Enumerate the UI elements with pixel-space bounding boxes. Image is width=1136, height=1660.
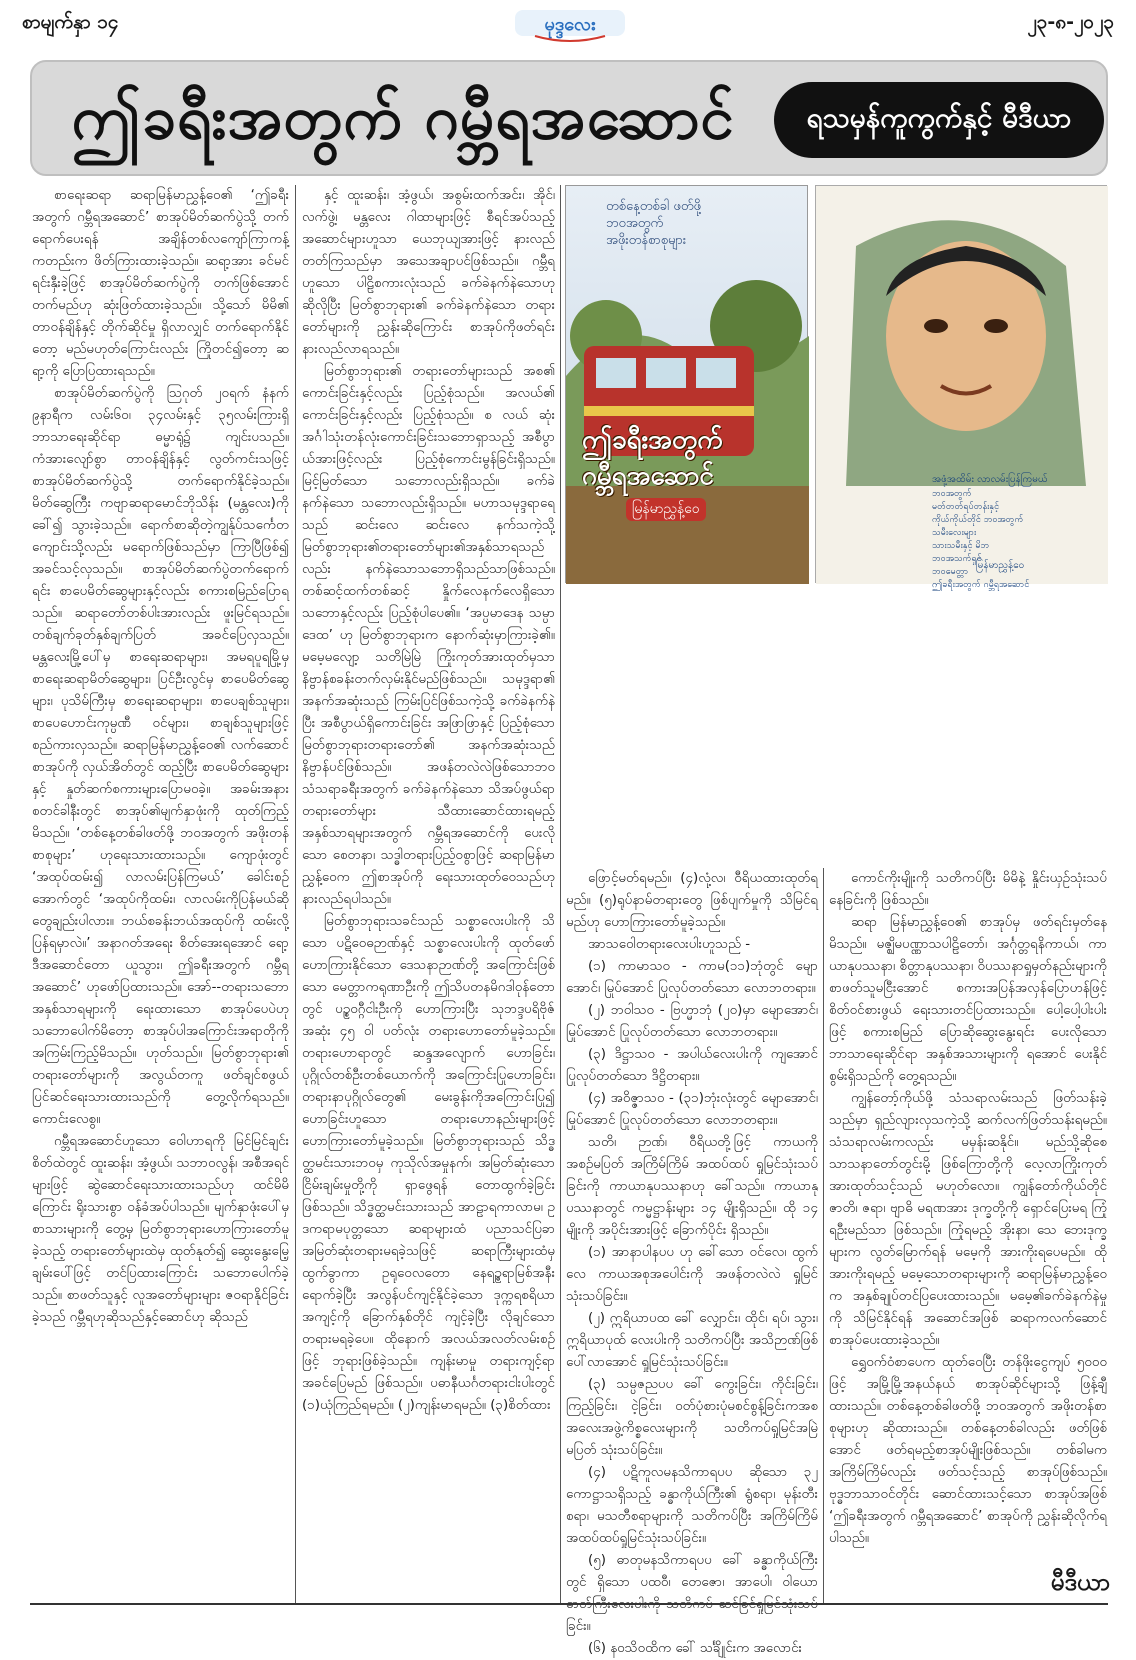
book-back-cover-image: [815, 185, 1107, 590]
paragraph: ဂမ္ဘီရအဆောင်ဟူသော ဝေါဟာရကို မြင်မြင်ချင်း စိတ်ထဲတွင် ထူးဆန်း၊ အံ့ဖွယ်၊ သဘာဝလွန်၊ အစီအရင်များဖြင့် ဆွဲဆောင်ရေးသားထားသည်ဟု ထင်မိမိကြောင်း ရိုးသားစွာ ဝန်ခံအပ်ပါသည်။ မျက်နှာဖုံးပေါ်မှစာသားများကို တွေ့မှ မြတ်စွာဘုရားဟောကြားတော်မူခဲ့သည့် တရားတော်များထဲမှ ထုတ်နုတ်၍ ဆွေးနွေးမြေ့ချမ်းပေါ်ဖြင့် တင်ပြထားကြောင်း သဘောပေါက်ခဲ့သည်။ စာဖတ်သူနှင့် လူအတော်များများ ဇဝရာနိုင်ခြင်းခဲ့သည် ဂမ္ဘီရဟုဆိုသည်နှင့်ဆောင်ဟု ဆိုသည်: [32, 1134, 289, 1325]
paragraph: (၂) ဘဝါသဝ - ဗြဟ္မာဘုံ (၂၀)မှာ မျောအောင်၊ မြုပ်အောင် ပြုလုပ်တတ်သော လောဘတရား။: [566, 1003, 818, 1040]
paragraph: ကောင်ကိုးမျိုးကို သတိကပ်ပြီး မိမိနဲ့ နှိုင်းယှဉ်သုံးသပ်နေခြင်းကို ဖြစ်သည်။: [829, 871, 1107, 908]
article-column-1: [32, 185, 289, 1603]
column-divider: [295, 185, 296, 1603]
article-column-3: [566, 868, 818, 1656]
page-header: [0, 0, 1136, 50]
paragraph: မြတ်စွာဘုရား၏ တရားတော်များသည် အစ၏ ကောင်းခြင်းနှင့်လည်း ပြည့်စုံသည်။ အလယ်၏ ကောင်းခြင်းနှင့်လည်း ပြည့်စုံသည်။ စ လယ် ဆုံး အင်္ဂါသုံးတန်လုံးကောင်းခြင်းသဘောရှာသည့် အစီပွာယ်အားဖြင့်လည်း ပြည့်စုံကောင်းမွန်ခြင်းရှိသည်။ မြင့်မြတ်သော သဘောလည်းရှိသည်။ ခက်ခဲနက်နဲသော သဘောလည်းရှိသည်။ မဟာသမုဒ္ဒရာရေသည် ဆင်းလေ ဆင်းလေ နက်သကဲ့သို့ မြတ်စွာဘုရား၏တရားတော်များ၏အနှစ်သာရသည်လည်း နက်နဲသောသဘောရှိသည်သာဖြစ်သည်။ တစ်ဆင့်ထက်တစ်ဆင့် နှိုက်လေနက်လေရှိသော သဘောနှင့်လည်း ပြည့်စုံပါပေ၏။ ‘အပ္ပမာဒေန သမ္ပာဒေထ’ ဟု မြတ်စွာဘုရားက နောက်ဆုံးမှာကြားခဲ့၏။ မမေ့မလျော့ သတိမြဲမြဲ ကြိုးကုတ်အားထုတ်မှသာ နိဗ္ဗာန်စခန်းတက်လှမ်းနိုင်မည်ဖြစ်သည်။ သမုဒ္ဒရာ၏ အနက်အဆုံးသည် ကြမ်းပြင်ဖြစ်သကဲ့သို့ ခက်ခဲနက်နဲပြီး အစီပွာယ်ရှိကောင်းခြင်း အဖြာဖြာနှင့် ပြည့်စုံသော မြတ်စွာဘုရားတရားတော်၏ အနက်အဆုံးသည် နိဗ္ဗာန်ပင်ဖြစ်သည်။ အဖန်တလဲလဲဖြစ်သောဘဝသံသရာခရီးအတွက် ခက်ခဲနက်နဲသော သိအပ်ဖွယ်ရာ တရားတော်များ သီထားဆောင်ထားရမည့် အနှစ်သာရများအတွက် ဂမ္ဘီရအဆောင်ကို ပေးလိုသော စေတနာ၊ သဒ္ဓါတရားပြည့်ဝစွာဖြင့် ဆရာမြန်မာညွှန့်ဝေက ဤစာအုပ်ကို ရေးသားထုတ်ဝေသည်ဟု နားလည်ရပါသည်။: [302, 364, 555, 907]
paragraph: သတိ၊ ဉာဏ်၊ ဝီရိယတို့ဖြင့် ကာယကို အစဉ်မပြတ် အကြိမ်ကြိမ် အထပ်ထပ် ရှုမြင်သုံးသပ်ခြင်းကို ကာယာနုပဿနာဟု ခေါ်သည်။ ကာယာနုပဿနာတွင် ကမ္မဋ္ဌာန်းများ ၁၄ မျိုးရှိသည်။ ထို ၁၄ မျိုးကို အပိုင်းအားဖြင့် ခြောက်ပိုင်း ရှိသည်။: [566, 1135, 818, 1238]
article-title: ဤခရီးအတွက် ဂမ္ဘီရအဆောင်: [72, 83, 735, 153]
paragraph: ဖြောင့်မတ်ရမည်။ (၄)လုံ့လ၊ ဝီရိယထားထုတ်ရမည်။ (၅)ရုပ်နာမ်တရားတွေ ဖြစ်ပျက်မှုကို သိမြင်ရမည်ဟု ဟောကြားတော်မူခဲ့သည်။: [566, 871, 818, 930]
back-cover-heading: အဖုံ့အထိမ်း လာလမ်းပြန်ကြမယ်: [932, 474, 1048, 485]
paragraph: (၁) ကာမာသဝ - ကာမ(၁၁)ဘုံတွင် မျောအောင်၊ မြုပ်အောင် ပြုလုပ်တတ်သော လောဘတရား။: [566, 959, 818, 996]
paragraph: ကျွန်တော့်ကိုယ်ဖို့ သံသရာလမ်းသည် ဖြတ်သန်းခဲ့သည်မှာ ရှည်လျားလှသကဲ့သို့ ဆက်လက်ဖြတ်သန်းရမည်။ သံသရာလမ်းကလည်း မမှန်းဆနိုင်။ မည်သို့ဆိုစေ သာသနာတော်တွင်းမို့ ဖြစ်ကြောတို့ကို လေ့လာကြိုးကုတ်အားထုတ်သင့်သည် မဟုတ်လော။ ကျွန်တော်ကိုယ်တိုင် ဇာတိ၊ ဇရာ၊ ဗျာဓိ မရဏအား ဒုက္ခတို့ကို ရှောင်ပြေးမရ ကြုံရဦးမည်သာ ဖြစ်သည်။ ကြုံရမည့် အိုးနာ၊ သေ ဘေးဒုက္ခများက လွတ်မြောက်ရန် မမေ့ကို အားကိုးရပေမည်။ ထိုအားကိုးရမည့် မမေ့သောတရားများကို ဆရာမြန်မာညွှန့်ဝေက အနှစ်ချုပ်တင်ပြပေးထားသည်။ မမေ့၏ခက်ခဲနက်နဲမှုကို သိမြင်နိုင်ရန် အဆောင်အဖြစ် ဆရာကလက်ဆောင်စာအုပ်ပေးထားခဲ့သည်။: [829, 1091, 1107, 1348]
paragraph: မြတ်စွာဘုရားသခင်သည် သစ္စာလေးပါးကို သိသော ပဋိဝေဓဉာဏ်နှင့် သစ္စာလေးပါးကို ထုတ်ဖော်ဟောကြားနိုင်သော ဒေသနာဉာဏ်တို့ အကြောင်းဖြစ်သော မေတ္တာကရုဏာဦးကို ဤသိပတနမိဂဒါဝုန်တောတွင် ပဥ္စဝဂ္ဂီငါးဦးကို ဟောကြားပြီး သုဘဒ္ဒပရိဗိုဇ်အဆုံး ၄၅ ဝါ ပတ်လုံး တရားဟောတော်မူခဲ့သည်။ တရားဟောရာတွင် ဆန္ဒအလျောက် ဟောခြင်း၊ ပုဂ္ဂိုလ်တစ်ဦးတစ်ယောက်ကို အကြောင်းပြုဟောခြင်း၊ တရားနာပုဂ္ဂိုလ်တွေ၏ မေးခွန်းကိုအကြောင်းပြု၍ ဟောခြင်းဟူသော တရားဟောနည်းများဖြင့် ဟောကြားတော်မူခဲ့သည်။ မြတ်စွာဘုရားသည် သိဒ္ဓတ္ထမင်းသားဘဝမှ ကုသိုလ်အမှုနက်၊ အမြတ်ဆုံးသော ငြိမ်းချမ်းမှုတို့ကို ရှာဖွေရန် တောထွက်ခဲ့ခြင်းဖြစ်သည်။ သိဒ္ဓတ္ထမင်းသားသည် အာဠာရကာလာမ၊ ဥဒကရာမပုတ္တသော ဆရာများထံ ပညာသင်ပြခာ အမြတ်ဆုံးတရားမရခဲ့သဖြင့် ဆရာကြီးများထံမှ ထွက်ခွာကာ ဥရုဝေလတော နေရဥ္စရာမြစ်အနီး ရောက်ခဲ့ပြီး အလွန်ပင်ကျင့်နိုင်ခဲ့သော ဒုက္ကရစရိယာအကျင့်ကို ခြောက်နှစ်တိုင် ကျင့်ခဲ့ပြီး လိုချင်သော တရားမရခဲ့ပေ။ ထိုနောက် အလယ်အလတ်လမ်းစဉ်ဖြင့် ဘုရားဖြစ်ခဲ့သည်။ ကျန်းမာမှု တရားကျင့်ရာ အခင်ပြေမည် ဖြစ်သည်။ ပဓာနီယင်္ဂတရားငါးပါးတွင် (၁)ယုံကြည်ရမည်။ (၂)ကျန်းမာရမည်။ (၃)စိတ်ထား: [302, 914, 555, 1413]
column-divider: [823, 868, 824, 1603]
paragraph: (၃) ဒိဋ္ဌာသဝ - အပါယ်လေးပါးကို ကျအောင် ပြုလုပ်တတ်သော ဒိဋ္ဌိတရား။: [566, 1047, 818, 1084]
book-cover-title: ဤခရီးအတွက် ဂမ္ဘီရအဆောင်: [582, 425, 723, 491]
book-cover-image: [565, 185, 808, 583]
paragraph: (၂) ဣရိယာပထ ခေါ် လျှောင်း၊ ထိုင်၊ ရပ်၊ သွား၊ ဣရိယာပုထ် လေးပါးကို သတိကပ်ပြီး အသိဉာဏ်ဖြစ်ပေါ်လာအောင် ရှုမြင်သုံးသပ်ခြင်း။: [566, 1311, 818, 1370]
article-column-2: [302, 185, 555, 1603]
article-column-4: [829, 868, 1107, 1603]
issue-date: ၂၃-၈-၂၀၂၃: [1027, 11, 1114, 33]
bottom-rule: [30, 1603, 1108, 1605]
paragraph: စာအုပ်မိတ်ဆက်ပွဲကို ဩဂုတ် ၂၀ရက် နံနက် ၉နာရီက လမ်း၆၀၊ ၃၄လမ်းနှင့် ၃၅လမ်းကြားရှိ ဘာသာရေးဆိုင်ရာ ဓမ္မာရုံ၌ ကျင်းပသည်။ ကံအားလျော်စွာ တာဝန်ချိန်နှင့် လွတ်ကင်းသဖြင့် စာအုပ်မိတ်ဆက်ပွဲသို့ တက်ရောက်နိုင်ခဲ့သည်။ မိတ်ဆွေကြီး ကဗျာဆရာမောင်ဘိုသိန်း (မန္တလေး)ကိုခေါ်၍ သွားခဲ့သည်။ ရောက်စာဆိုတဲ့ကျွန်ုပ်သင်္ကေတ ကျောင်းသို့လည်း မရောက်ဖြစ်သည်မှာ ကြာပြီဖြစ်၍ အခင်သင့်လှသည်။ စာအုပ်မိတ်ဆက်ပွဲတက်ရောက်ရင်း စာပေမိတ်ဆွေများနှင့်လည်း စကားစမြည်ပြောရသည်။ ဆရာတော်တစ်ပါးအားလည်း ဖူးမြင်ရသည်။ တစ်ချက်ခုတ်နှစ်ချက်ပြတ် အခင်ပြေလှသည်။ မန္တလေးမြို့ပေါ်မှ စာရေးဆရာများ၊ အမရပူရမြို့မှ စာရေးဆရာမိတ်ဆွေများ၊ ပြင်ဦးလွင်မှ စာပေမိတ်ဆွေများ၊ ပုသိမ်ကြီးမှ စာရေးဆရာများ၊ စာပေချစ်သူများ၊ စာပေဟောင်းကုမ္ပဏီ ဝင်များ၊ စာချစ်သူများဖြင့် စည်ကားလှသည်။ ဆရာမြန်မာညွှန့်ဝေ၏ လက်ဆောင်စာအုပ်ကို လှယ်အိတ်တွင် ထည့်ပြီး စာပေမိတ်ဆွေများနှင့် နှုတ်ဆက်စကားများပြောမဝခဲ့။ အခမ်းအနား စတင်ခါနီးတွင် စာအုပ်၏မျက်နှာဖုံးကို ထုတ်ကြည့်မိသည်။ ‘တစ်နေ့တစ်ခါဖတ်ဖို့ ဘဝအတွက် အဖိုးတန်စာစုများ’ ဟုရေးသားထားသည်။ ကျောဖုံးတွင် ‘အထုပ်ထမ်း၍ လာလမ်းပြန်ကြမယ်’ ခေါင်းစဉ်အောက်တွင် ‘အထုပ်ကိုထမ်း၊ လာလမ်းကိုပြန်မယ်ဆိုတွေချည်းပါလား။ ဘယ်စခန်းဘယ်အထုပ်ကို ထမ်းလို့ပြန်ရမှာလဲ။’ အနာဂတ်အရေး စိတ်အေးရအောင် ရော့ ဒီအဆောင်တော ယူသွား၊ ဤခရီးအတွက် ဂမ္ဘီရအဆောင်’ ဟုဖော်ပြထားသည်။ အော်--တရားသဘောအနှစ်သာရများကို ရေးထားသော စာအုပ်ပေပဲဟု သဘောပေါက်မိတော့ စာအုပ်ပါအကြောင်းအရာတိုကို အကြမ်းကြည့်မိသည်။ ဟုတ်သည်။ မြတ်စွာဘုရား၏ တရားတော်များကို အလွယ်တကူ ဖတ်ချင်စဖွယ် ပြင်ဆင်ရေးသားထားသည်ကို တွေ့လိုက်ရသည်။ ကောင်းလေစွ။: [32, 386, 289, 1127]
paragraph: ဆရာ မြန်မာညွှန့်ဝေ၏ စာအုပ်မှ ဖတ်ရင်းမှတ်နေမိသည်။ မဇ္ဈိမပဏ္ဏာသပါဠိတော်၊ အင်္ဂုတ္တရနိကာယ်၊ ကာယာနုပဿနာ၊ စိတ္တာနုပဿနာ၊ ဝိပဿနာရှုမှတ်နည်းများကို စာဖတ်သူမငြီးအောင် စကားအပြန်အလှန်ပြောဟန်ဖြင့် စိတ်ဝင်စားဖွယ် ရေးသားတင်ပြထားသည်။ ပေါ့ပေါ့ပါးပါးဖြင့် စကားစမြည် ပြောဆိုဆွေးနွေးရင်း ပေးလိုသော ဘာသာရေးဆိုင်ရာ အနှစ်အသားများကို ရအောင် ပေးနိုင်စွမ်းရှိသည်ကို တွေ့ရသည်။: [829, 915, 1107, 1084]
newspaper-logo: [515, 6, 625, 42]
paragraph: စာရေးဆရာ ဆရာမြန်မာညွှန့်ဝေ၏ ‘ဤခရီးအတွက် ဂမ္ဘီရအဆောင်’ စာအုပ်မိတ်ဆက်ပွဲသို့ တက်ရောက်ပေးရန် အချိန်တစ်လကျော်ကြာကန့်ကတည်းက ဖိတ်ကြားထားခဲ့သည်။ ဆရာ့အား ခင်မင်ရင်းနှီးခဲ့ဖြင့် စာအုပ်မိတ်ဆက်ပွဲကို တက်ဖြစ်အောင် တက်မည်ဟု ဆုံးဖြတ်ထားခဲ့သည်။ သို့သော် မိမိ၏ တာဝန်ချိန်နှင့် တိုက်ဆိုင်မှု ရှိလာလျှင် တက်ရောက်နိုင်တော့ မည်မဟုတ်ကြောင်းလည်း ကြိုတင်၍တော့ ဆရာ့ကို ပြောပြထားရသည်။: [32, 188, 289, 379]
page-number: စာမျက်နှာ ၁၄: [22, 11, 119, 33]
book-cover-subtitle: တစ်နေ့တစ်ခါ ဖတ်ဖို့ ဘဝအတွက် အဖိုးတန်စာစုများ: [606, 199, 701, 248]
paragraph: (၄) အဝိဇ္ဇာသဝ - (၃၁)ဘုံးလုံးတွင် မျောအောင်၊ မြုပ်အောင် ပြုလုပ်တတ်သော လောဘတရား။: [566, 1091, 818, 1128]
paragraph: (၆) နဝသိဝထိက ခေါ် သင်္ချိုင်းက အလောင်း: [588, 1641, 802, 1656]
back-cover-contents: ဘဝအတွက် မတ်တတ်ရပ်တန်းနှင့် ကိုယ်ကိုယ်တိုင် ဘဝအတွက် သမီးလေးများ သားသမီးနှင့် မိဘ ဘဝအသက်ရှင် ဘဝမေတ္တာ ဤခရီးအတွက် ဂမ္ဘီရအဆောင်: [932, 489, 1030, 590]
logo-text: မုဒ္ဒလေး: [544, 14, 596, 35]
author-signature: မီဒီယာ: [1050, 1568, 1110, 1596]
paragraph: နှင့် ထူးဆန်း၊ အံ့ဖွယ်၊ အစွမ်းထက်အင်း၊ အိုင်၊ လက်ဖွဲ့၊ မန္တလေး ဂါထာများဖြင့် စီရင်အပ်သည့် အဆောင်များဟူသာ ယေဘုယျအားဖြင့် နားလည်တတ်ကြသည်မှာ အသေအချာပင်ဖြစ်သည်။ ဂမ္ဘီရဟူသော ပါဠိစကားလုံးသည် ခက်ခဲနက်နဲသောဟု ဆိုလိုပြီး မြတ်စွာဘုရား၏ ခက်ခဲနက်နဲသော တရားတော်များကို ညွှန်းဆိုကြောင်း စာအုပ်ကိုဖတ်ရင်း နားလည်လာရသည်။: [302, 188, 555, 357]
column-badge: ရသမှန်ကူကွက်နှင့် မီဒီယာ: [774, 82, 1104, 158]
paragraph: (၃) သမ္ပဇညပပ ခေါ် ကွေးခြင်း၊ ကိုင်းခြင်း၊ ကြည့်ခြင်း၊ ငဲ့ခြင်း၊ ဝတ်ပုံစားပုံမစင်စွန့်ခြင်းကအစ အလေးအဖွဲ့ကိစ္စလေးများကို သတိကပ်ရှုမြင်အမြဲမပြတ် သုံးသပ်ခြင်း။: [566, 1377, 818, 1458]
paragraph: (၅) ဓာတုမနသိကာရပပ ခေါ် ခန္ဓာကိုယ်ကြီးတွင် ရှိသော ပထဝီ၊ တေဇော၊ အာပေါ၊ ဝါယော ခြင်း။: [566, 1553, 818, 1634]
article-banner: [30, 60, 1108, 176]
column-divider: [560, 185, 561, 1603]
paragraph: အာသဝေါတရားလေးပါးဟူသည် -: [588, 937, 751, 952]
paragraph: (၄) ပဋိကူလမနသိကာရပပ ဆိုသော ၃၂ ကောဋ္ဌာသရှိသည့် ခန္ဓာကိုယ်ကြီး၏ ရွံစရာ၊ မုန်းတီးစရာ၊ မသတီစရာများကို သတိကပ်ပြီး အကြိမ်ကြိမ် အထပ်ထပ်ရှုမြင်သုံးသပ်ခြင်း။: [566, 1465, 818, 1546]
book-cover-author: မြန်မာညွှန့်ဝေ: [626, 498, 706, 521]
paragraph: ရွှေဝက်ဝံစာပေက ထုတ်ဝေပြီး တန်ဖိုးငွေကျပ် ၅၀၀၀ ဖြင့် အမြို့မြို့အနယ်နယ် စာအုပ်ဆိုင်များသို့ ဖြန့်ချီထားသည်။ တစ်နေ့တစ်ခါဖတ်ဖို့ ဘဝအတွက် အဖိုးတန်စာစုများဟု ဆိုထားသည်။ တစ်နေ့တစ်ခါလည်း ဖတ်ဖြစ်အောင် ဖတ်ရမည့်စာအုပ်မျိုးဖြစ်သည်။ တစ်ခါမက အကြိမ်ကြိမ်လည်း ဖတ်သင့်သည့် စာအုပ်ဖြစ်သည်။ ဗုဒ္ဓဘာသာဝင်တိုင်း ဆောင်ထားသင့်သော စာအုပ်အဖြစ် ‘ဤခရီးအတွက် ဂမ္ဘီရအဆောင်’ စာအုပ်ကို ညွှန်းဆိုလိုက်ရပါသည်။: [829, 1355, 1107, 1546]
back-cover-author: မြန်မာညွှန့်ဝေ: [976, 560, 1025, 571]
paragraph: (၁) အာနာပါနပပ ဟု ခေါ်သော ဝင်လေ၊ ထွက်လေ ကာယအစုအပေါင်းကို အဖန်တလဲလဲ ရှုမြင်သုံးသပ်ခြင်း။: [566, 1245, 818, 1304]
